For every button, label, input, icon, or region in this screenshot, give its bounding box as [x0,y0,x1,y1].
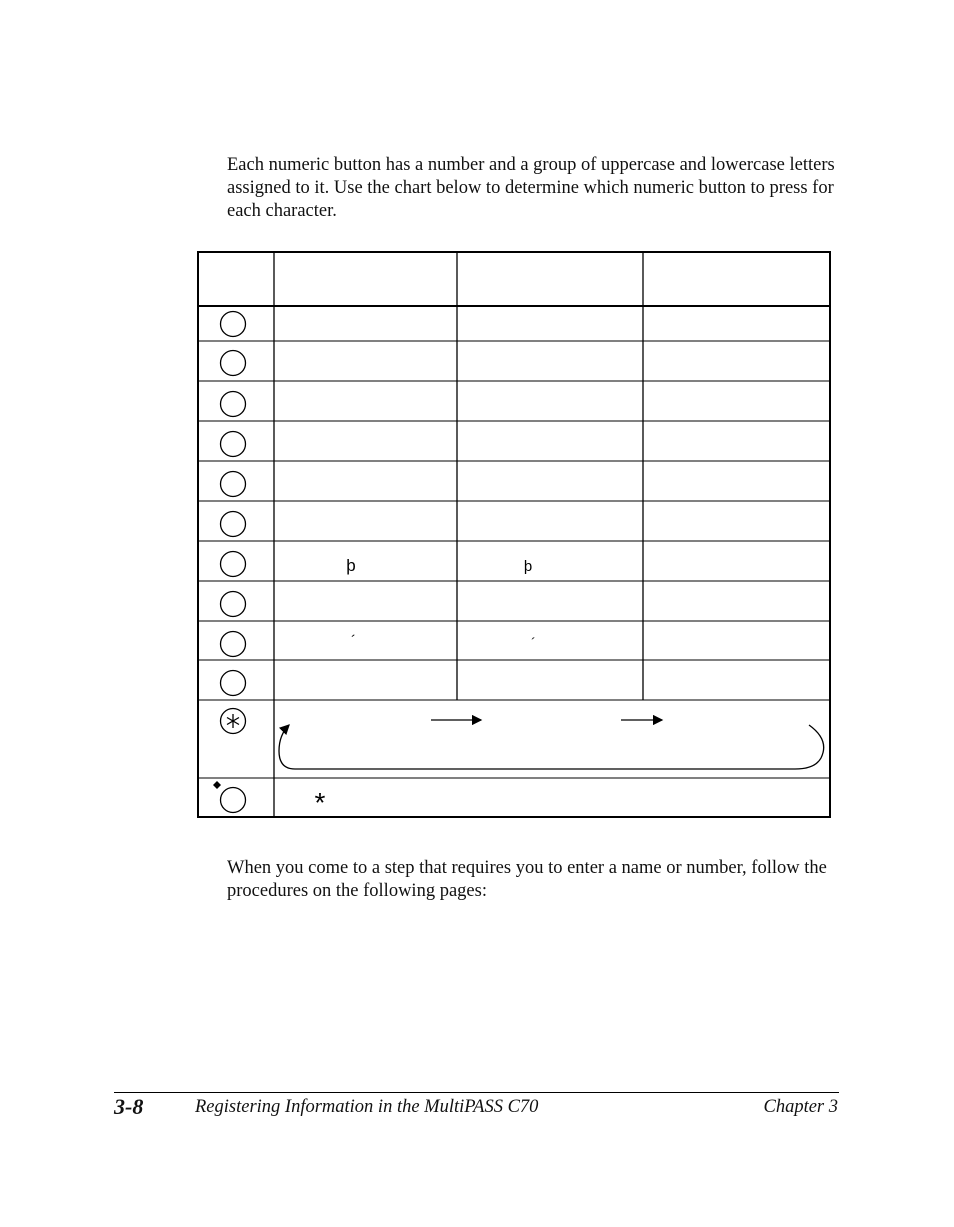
page-number: 3-8 [114,1094,144,1119]
circle-button-icon [221,351,246,376]
asterisk-mark: * [314,787,326,818]
character-chart-svg [197,251,831,818]
character-chart [197,251,831,818]
accent-lowercase-mark: ´ [530,636,536,651]
intro-paragraph: Each numeric button has a number and a group of uppercase and lowercase letters assigned to it. Use the chart below to determine which numeric button to press for each character. [227,155,835,221]
chart-frame [198,252,830,817]
circle-button-icon [221,512,246,537]
running-title: Registering Information in the MultiPASS C70 [195,1097,539,1117]
thorn-uppercase-mark: þ [346,556,356,575]
footer-rule [114,1092,839,1093]
circle-button-icon [221,472,246,497]
asterisk-button-icon [221,709,246,734]
circle-button-icon [221,632,246,657]
circle-button-icon [221,671,246,696]
diamond-icon [213,781,221,789]
circle-button-icon [221,788,246,813]
cycle-loop-icon [279,725,824,769]
circle-button-icon [221,432,246,457]
chapter-label: Chapter 3 [763,1097,838,1117]
accent-uppercase-mark: ´ [350,633,356,649]
row-separators [198,341,830,778]
circle-button-icon [221,392,246,417]
circle-button-icon [221,552,246,577]
outro-paragraph: When you come to a step that requires you to enter a name or number, follow the procedures on the following pages: [227,858,827,901]
circle-button-icon [221,592,246,617]
circle-button-icon [221,312,246,337]
thorn-lowercase-mark: þ [523,558,533,575]
